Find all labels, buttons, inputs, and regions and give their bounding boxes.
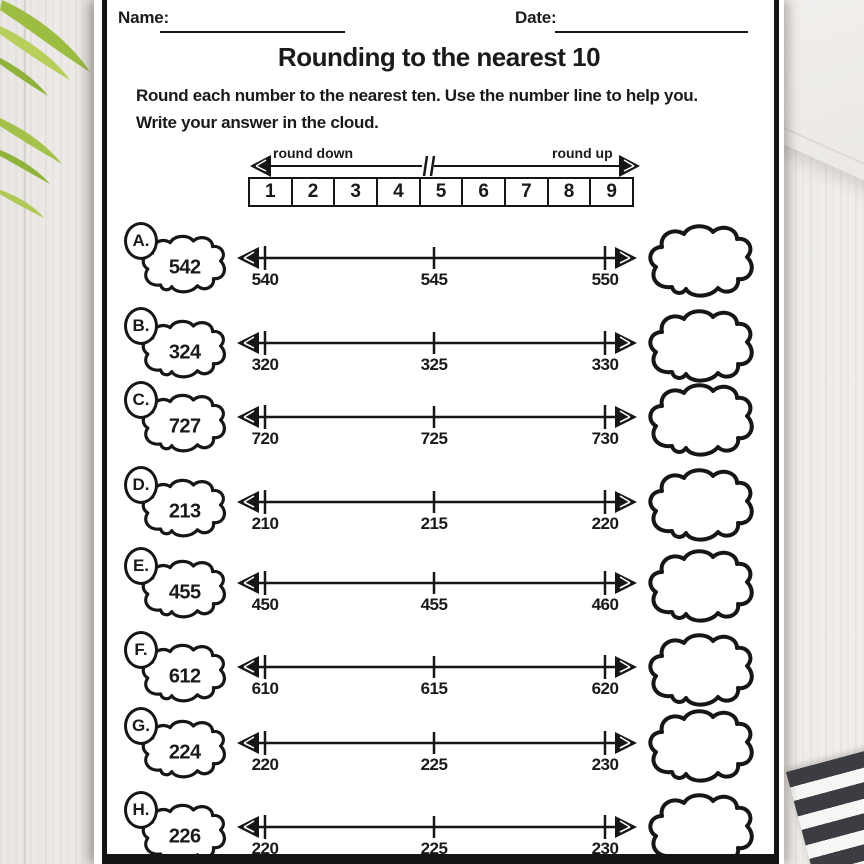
tick-label: 620 xyxy=(591,679,619,698)
tick-label: 225 xyxy=(420,755,448,774)
tick-label: 215 xyxy=(420,514,448,533)
row-letter-badge xyxy=(124,707,158,745)
tick-label: 550 xyxy=(591,270,619,289)
name-label: Name: xyxy=(118,8,169,27)
tick-label: 450 xyxy=(251,595,279,614)
worksheet-row-h xyxy=(94,782,784,864)
cloud-number: 612 xyxy=(168,665,201,688)
digit-cell: 5 xyxy=(421,179,464,205)
cloud-icon xyxy=(644,467,756,545)
row-letter: E. xyxy=(132,556,150,575)
tick-label: 610 xyxy=(251,679,279,698)
answer-cloud[interactable] xyxy=(644,548,756,626)
row-letter-badge xyxy=(124,307,158,345)
row-letter: B. xyxy=(132,316,150,335)
answer-cloud[interactable] xyxy=(644,382,756,460)
digit-cell: 7 xyxy=(506,179,549,205)
cloud-icon xyxy=(644,308,756,386)
row-letter: D. xyxy=(132,475,150,494)
tick-label: 220 xyxy=(251,755,279,774)
digit-cell: 9 xyxy=(606,181,617,202)
tick-label: 220 xyxy=(591,514,619,533)
cloud-icon xyxy=(644,223,756,301)
row-letter-badge xyxy=(124,381,158,419)
tick-label: 455 xyxy=(420,595,448,614)
worksheet-row-c xyxy=(94,372,784,464)
row-letter: A. xyxy=(132,231,150,250)
answer-cloud[interactable] xyxy=(644,792,756,864)
answer-cloud[interactable] xyxy=(644,223,756,301)
instructions-line-2: Write your answer in the cloud. xyxy=(136,113,379,132)
row-letter: H. xyxy=(132,800,150,819)
digit-cell: 4 xyxy=(378,179,421,205)
name-input-line[interactable] xyxy=(160,31,345,33)
row-letter-badge xyxy=(124,222,158,260)
worksheet-row-e xyxy=(94,538,784,630)
digit-cell: 3 xyxy=(335,179,378,205)
cloud-number: 226 xyxy=(168,825,201,848)
answer-cloud[interactable] xyxy=(644,708,756,786)
row-letter-badge xyxy=(124,791,158,829)
tick-label: 540 xyxy=(251,270,279,289)
row-letter: C. xyxy=(132,390,150,409)
worksheet-page xyxy=(94,0,784,864)
cloud-number: 213 xyxy=(168,500,201,523)
worksheet-row-a xyxy=(94,213,784,305)
tick-label: 230 xyxy=(591,755,619,774)
cloud-icon xyxy=(644,382,756,460)
row-letter: F. xyxy=(134,640,148,659)
cloud-icon xyxy=(644,548,756,626)
tick-label: 325 xyxy=(420,355,448,374)
digit-cell: 2 xyxy=(293,179,336,205)
instructions-line-1: Round each number to the nearest ten. Use the number line to help you. xyxy=(136,86,698,105)
tick-label: 225 xyxy=(420,839,448,858)
row-letter-badge xyxy=(124,631,158,669)
tick-label: 720 xyxy=(251,429,279,448)
date-input-line[interactable] xyxy=(555,31,748,33)
tick-label: 460 xyxy=(591,595,619,614)
round-up-label: round up xyxy=(552,145,613,161)
cloud-icon xyxy=(644,792,756,864)
tick-label: 725 xyxy=(420,429,448,448)
tick-label: 320 xyxy=(251,355,279,374)
cloud-number: 324 xyxy=(168,341,201,364)
row-letter-badge xyxy=(124,547,158,585)
answer-cloud[interactable] xyxy=(644,632,756,710)
digit-cell: 1 xyxy=(250,179,293,205)
cloud-icon xyxy=(644,708,756,786)
tick-label: 545 xyxy=(420,270,448,289)
row-letter-badge xyxy=(124,466,158,504)
row-letter: G. xyxy=(132,716,150,735)
striped-fabric xyxy=(786,705,864,864)
worksheet-row-d xyxy=(94,457,784,549)
tick-label: 615 xyxy=(420,679,448,698)
digit-strip xyxy=(248,177,634,207)
digit-cell: 6 xyxy=(463,179,506,205)
tick-label: 730 xyxy=(591,429,619,448)
worksheet-row-g xyxy=(94,698,784,790)
tick-label: 210 xyxy=(251,514,279,533)
cloud-number: 727 xyxy=(168,415,201,438)
cloud-number: 542 xyxy=(168,256,201,279)
cloud-number: 224 xyxy=(168,741,201,764)
tick-label: 330 xyxy=(591,355,619,374)
page-title: Rounding to the nearest 10 xyxy=(277,42,601,72)
tick-label: 230 xyxy=(591,839,619,858)
round-down-label: round down xyxy=(273,145,354,161)
cloud-icon xyxy=(644,632,756,710)
tick-label: 220 xyxy=(251,839,279,858)
answer-cloud[interactable] xyxy=(644,308,756,386)
digit-cell: 8 xyxy=(549,179,592,205)
answer-cloud[interactable] xyxy=(644,467,756,545)
date-label: Date: xyxy=(515,8,557,27)
cloud-number: 455 xyxy=(168,581,201,604)
